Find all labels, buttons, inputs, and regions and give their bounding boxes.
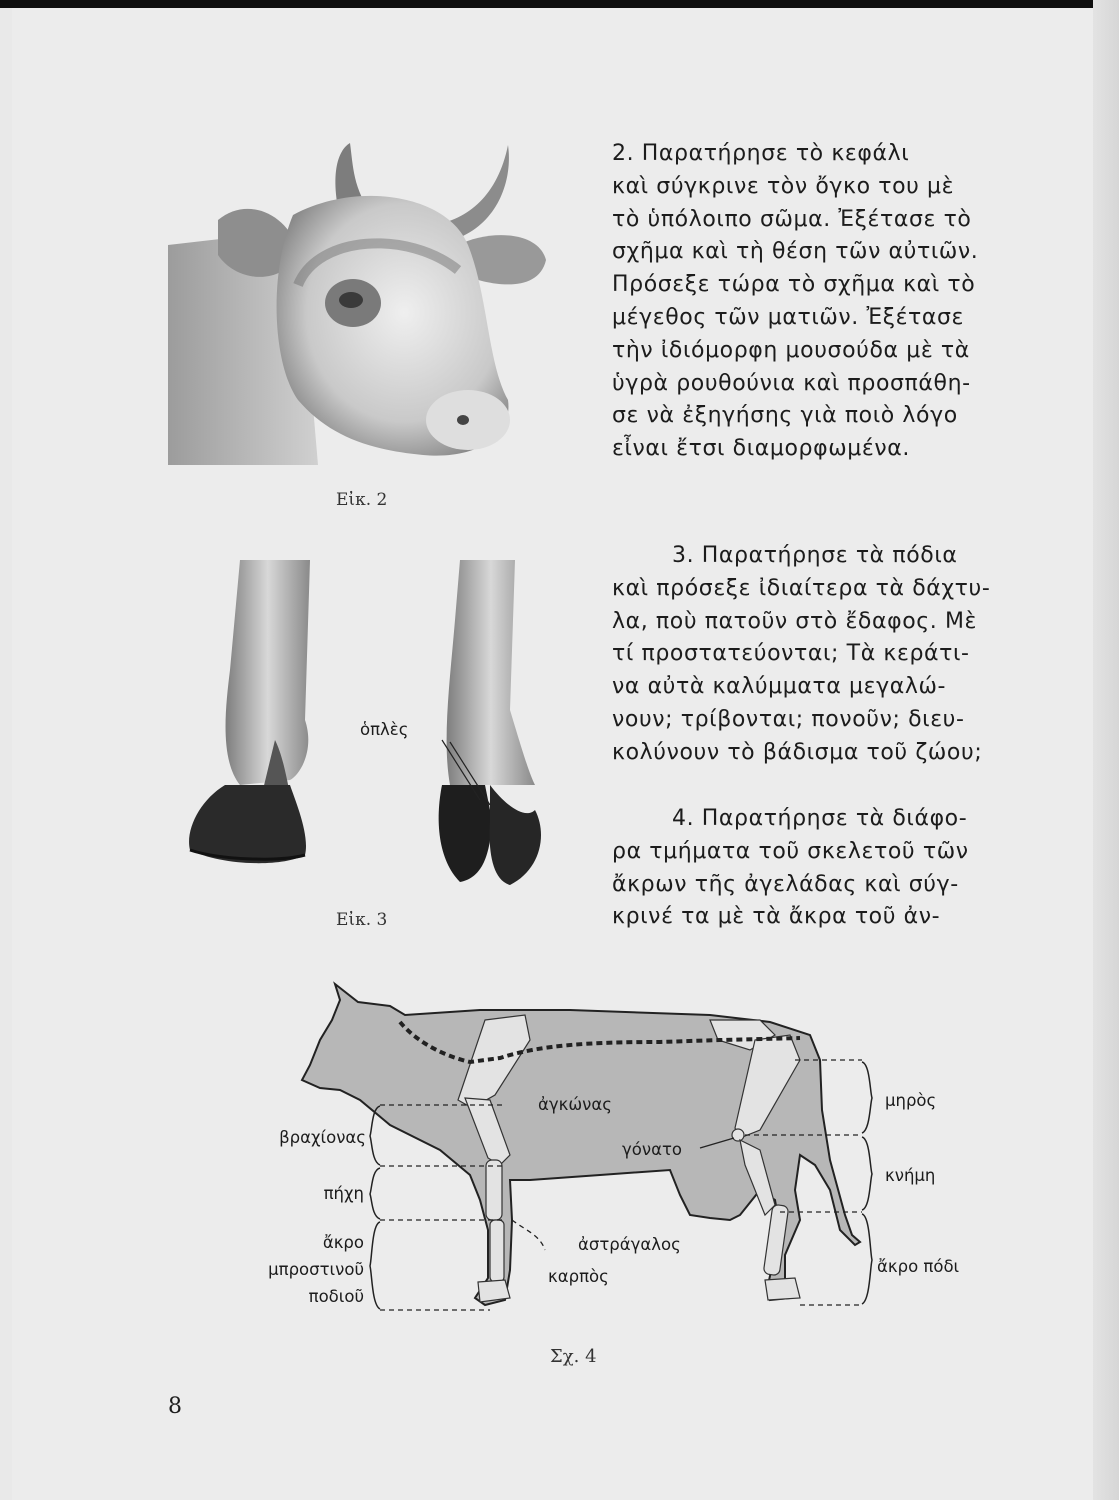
text-line: 2. Παρατήρησε τὸ κεφάλι (612, 141, 910, 166)
text-line: καὶ σύγκρινε τὸν ὄγκο του μὲ (612, 173, 955, 199)
label-knimi: κνήμη (885, 1166, 936, 1185)
label-akro-front-2: μπροστινοῦ (268, 1260, 364, 1279)
text-line: 4. Παρατήρησε τὰ διάφο- (672, 806, 968, 831)
text-line: σε νὰ ἐξηγήσης γιὰ ποιὸ λόγο (612, 403, 958, 429)
text-line: ἄκρων τῆς ἀγελάδας καὶ σύγ- (612, 871, 959, 897)
text-line: ρα τμήματα τοῦ σκελετοῦ τῶν (612, 838, 969, 864)
label-brachionas: βραχίονας (279, 1128, 366, 1147)
fig4-caption: Σχ. 4 (550, 1346, 597, 1367)
label-gonato: γόνατο (622, 1140, 682, 1159)
cow-skeleton-diagram (240, 980, 970, 1320)
paragraph-4 (612, 803, 1032, 934)
hooves-label: ὁπλὲς (360, 720, 409, 739)
label-agkonas: ἀγκώνας (538, 1095, 612, 1114)
label-pichi: πήχη (323, 1184, 364, 1203)
text-line: ὑγρὰ ρουθούνια καὶ προσπάθη- (612, 370, 971, 396)
text-line: Πρόσεξε τώρα τὸ σχῆμα καὶ τὸ (612, 272, 976, 298)
label-karpos: καρπὸς (548, 1267, 609, 1286)
text-line: κρινέ τα μὲ τὰ ἄκρα τοῦ ἀν- (612, 904, 941, 930)
scan-top-edge (0, 0, 1119, 8)
text-line: εἶναι ἔτσι διαμορφωμένα. (612, 436, 910, 462)
label-akro-front-1: ἄκρο (322, 1233, 364, 1252)
text-line: τὸ ὑπόλοιπο σῶμα. Ἐξέτασε τὸ (612, 206, 972, 232)
text-line: 3. Παρατήρησε τὰ πόδια (672, 543, 958, 568)
text-line: λα, ποὺ πατοῦν στὸ ἔδαφος. Μὲ (612, 608, 978, 634)
text-line: μέγεθος τῶν ματιῶν. Ἐξέτασε (612, 304, 965, 330)
text-line: τὴν ἰδιόμορφη μουσούδα μὲ τὰ (612, 337, 970, 363)
page-right-shadow (1093, 0, 1119, 1500)
label-akro-front-3: ποδιοῦ (308, 1287, 364, 1306)
text-line: τί προστατεύονται; Τὰ κεράτι- (612, 641, 970, 667)
paragraph-2 (612, 138, 1032, 466)
fig3-caption: Εἰκ. 3 (336, 910, 388, 930)
text-line: νουν; τρίβονται; πονοῦν; διευ- (612, 706, 965, 732)
label-miros: μηρὸς (885, 1091, 937, 1110)
text-line: κολύνουν τὸ βάδισμα τοῦ ζώου; (612, 739, 983, 765)
text-line: καὶ πρόσεξε ἰδιαίτερα τὰ δάχτυ- (612, 575, 991, 601)
text-line: σχῆμα καὶ τὴ θέση τῶν αὐτιῶν. (612, 239, 979, 265)
label-akro-podi: ἄκρο πόδι (877, 1257, 960, 1276)
page-number: 8 (168, 1394, 182, 1419)
text-line: να αὐτὰ καλύμματα μεγαλώ- (612, 674, 946, 700)
fig2-caption: Εἰκ. 2 (336, 490, 388, 510)
label-astragalos: ἀστράγαλος (578, 1235, 681, 1254)
paragraph-3 (612, 540, 1032, 770)
cow-head-photo (168, 135, 553, 470)
